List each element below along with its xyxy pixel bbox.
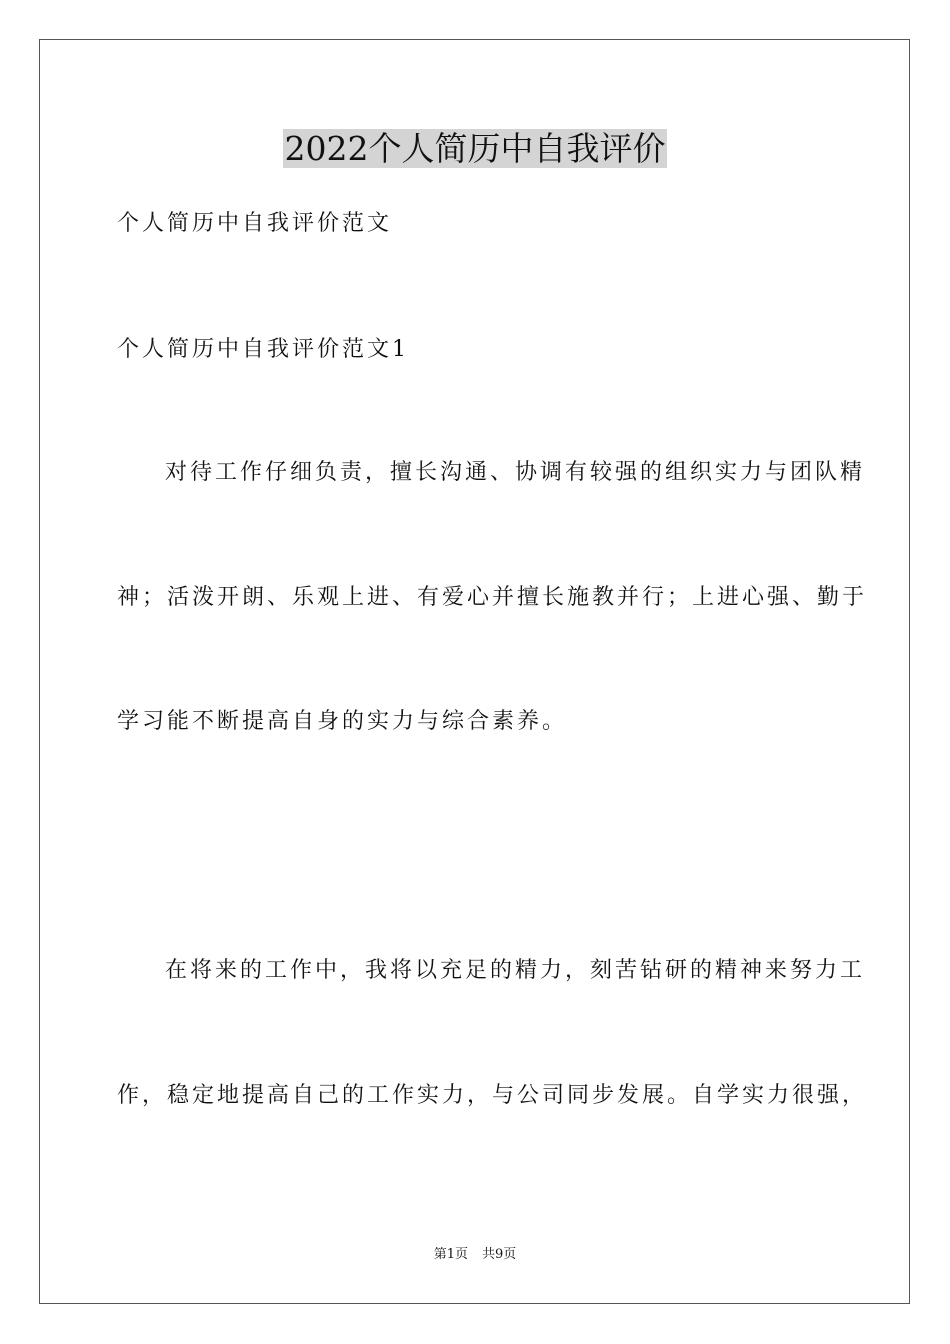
paragraph-line: 在将来的工作中，我将以充足的精力，刻苦钻研的精神来努力工 (165, 958, 866, 983)
paragraph-line: 对待工作仔细负责，擅长沟通、协调有较强的组织实力与团队精 (165, 460, 866, 485)
paragraph-line: 作，稳定地提高自己的工作实力，与公司同步发展。自学实力很强， (117, 1083, 868, 1108)
document-title-text: 2022个人简历中自我评价 (284, 129, 666, 168)
document-title (0, 126, 950, 172)
paragraph-line: 神；活泼开朗、乐观上进、有爱心并擅长施教并行；上进心强、勤于 (117, 585, 868, 610)
paragraph-line: 学习能不断提高自身的实力与综合素养。 (117, 709, 568, 734)
page-number: 第1页 (433, 1247, 468, 1262)
page-footer (0, 1246, 950, 1264)
section-heading: 个人简历中自我评价范文1 (117, 337, 409, 362)
page-total: 共9页 (482, 1247, 517, 1262)
subtitle: 个人简历中自我评价范文 (117, 211, 393, 236)
